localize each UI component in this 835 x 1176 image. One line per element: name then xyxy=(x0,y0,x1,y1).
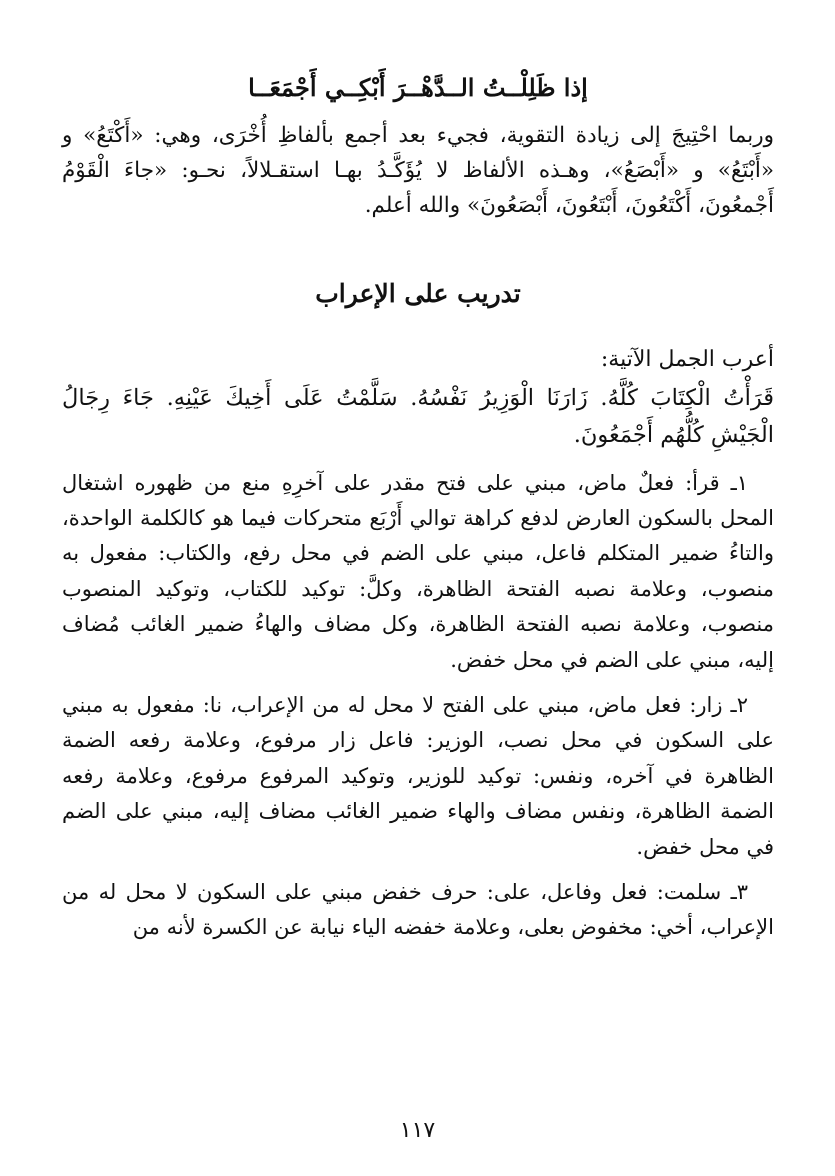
section-heading: تدريب على الإعراب xyxy=(315,278,521,308)
page-number: ١١٧ xyxy=(399,1118,436,1143)
answer-item-2: ٢ـ زار: فعل ماض، مبني على الفتح لا محل له من الإعراب، نا: مفعول به مبني على السكون في محل نصب، الوزير: فاعل زار مرفوع، وعلامة رفعه الضمة الظاهرة في آخره، ونفس: توكيد للوزير، وتوكيد المرفوع مرفوع، وعلامة رفعه الضمة الظاهرة، ونفس مضاف والهاء ضمير الغائب مضاف إليه، مبني على الضم في محل خفض. xyxy=(62,693,774,859)
page-content xyxy=(62,60,774,956)
intro-paragraph: وربما احْتِيجَ إلى زيادة التقوية، فجيء بعد أجمع بألفاظِ أُخْرَى، وهي: «أَكْتَعُ» و «أَبْتَعُ» و «أَبْصَعُ»، وهـذه الألفاظ لا يُؤَكَّـدُ بهـا استقـلالاً، نحـو: «جاءَ الْقَوْمُ أَجْمعُونَ، أَكْتَعُونَ، أَبْتَعُونَ، أَبْصَعُونَ» والله أعلم. xyxy=(62,123,774,219)
exercise-sentences: قَرَأْتُ الْكِتَابَ كُلَّهُ. زَارَنَا الْوَزِيرُ نَفْسُهُ. سَلَّمْتُ عَلَى أَخِيكَ عَيْنِهِ. جَاءَ رِجَالُ الْجَيْشِ كُلُّهُم أَجْمَعُونَ. xyxy=(62,384,775,448)
answer-item-1: ١ـ قرأ: فعلٌ ماض، مبني على فتح مقدر على آخرِهِ منع من ظهوره اشتغال المحل بالسكون العارض لدفع كراهة توالي أَرْبَع متحركات فيما هو كالكلمة الواحدة، والتاءُ ضمير المتكلم فاعل، مبني على الضم في محل رفع، والكتاب: مفعول به منصوب، وعلامة نصبه الفتحة الظاهرة، وكلَّ: توكيد للكتاب، وتوكيد المنصوب منصوب، وعلامة نصبه الفتحة الظاهرة، وكل مضاف والهاءُ ضمير الغائب مُضاف إليه، مبني على الضم في محل خفض. xyxy=(62,470,774,672)
answer-item-3: ٣ـ سلمت: فعل وفاعل، على: حرف خفض مبني على السكون لا محل له من الإعراب، أخي: مخفوض بعلى، وعلامة خفضه الياء نيابة عن الكسرة لأنه من xyxy=(62,880,774,940)
poetry-verse: إذا ظَلِلْــتُ الــدَّهْــرَ أَبْكِــي أَجْمَعَــا xyxy=(248,73,588,102)
exercise-label: أعرب الجمل الآتية: xyxy=(600,346,774,372)
